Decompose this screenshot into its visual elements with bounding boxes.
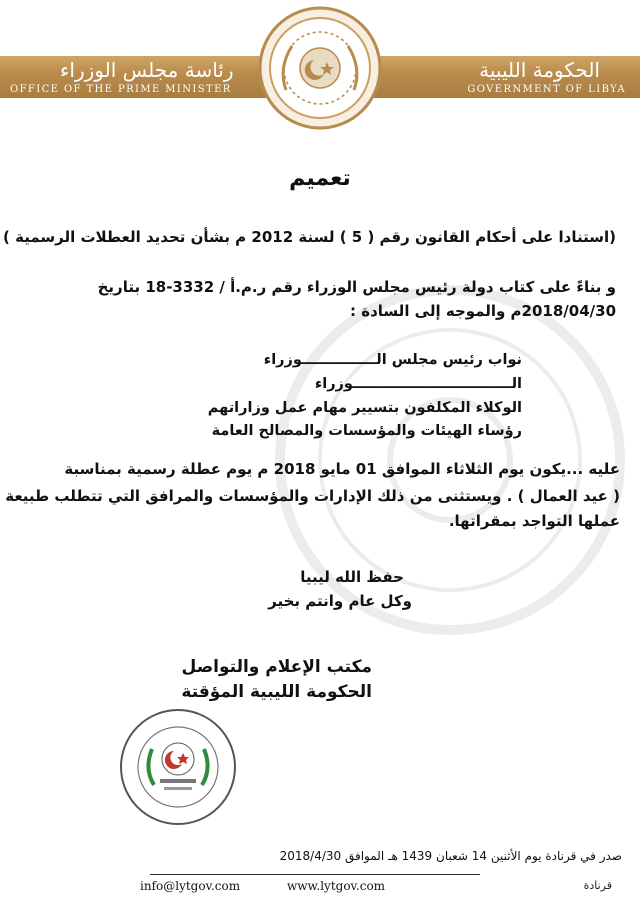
- office-title-ar: رئاسة مجلس الوزراء: [60, 58, 234, 82]
- document-title: تعميم: [289, 166, 351, 191]
- letterhead: [0, 0, 640, 132]
- recipient-item: رؤساء الهيئات والمؤسسات والمصالح العامة: [211, 423, 522, 439]
- footer-divider: [150, 874, 480, 875]
- stamp-emblem-icon: [118, 707, 238, 827]
- signature-office: مكتب الإعلام والتواصل: [181, 657, 372, 677]
- issue-date-line: صدر في قرنادة يوم الأثنين 14 شعبان 1439 هـ الموافق 2018/4/30: [279, 849, 622, 863]
- recipient-item: الوكلاء المكلفون بتسيير مهام عمل وزاراتهم: [207, 400, 522, 416]
- footer-city: قرنادة: [583, 879, 612, 892]
- closing-line-1: حفظ الله ليبيا: [300, 568, 404, 586]
- closing-line-2: وكل عام وانتم بخير: [268, 592, 412, 610]
- government-title-ar: الحكومة الليبية: [479, 58, 600, 82]
- announcement-line-1: عليه ...يكون يوم الثلاثاء الموافق 01 مايو 2018 م يوم عطلة رسمية بمناسبة: [64, 460, 620, 478]
- footer-email[interactable]: info@lytgov.com: [140, 879, 241, 893]
- footer-website[interactable]: www.lytgov.com: [287, 879, 386, 893]
- office-stamp: [118, 707, 238, 827]
- seal-emblem-icon: [258, 6, 382, 130]
- office-title-en: OFFICE OF THE PRIME MINISTER: [10, 84, 232, 95]
- announcement-line-3: عملها التواجد بمقراتها.: [448, 512, 620, 530]
- signature-government: الحكومة الليبية المؤقتة: [181, 682, 372, 702]
- reference-paragraph-line-1: و بناءً على كتاب دولة رئيس مجلس الوزراء رقم ر.م.أ / 3332-18 بتاريخ: [97, 278, 616, 296]
- government-seal: [258, 6, 382, 130]
- government-title-en: GOVERNMENT OF LIBYA: [467, 84, 626, 95]
- reference-paragraph-line-2: 2018/04/30م والموجه إلى السادة :: [350, 302, 616, 320]
- announcement-line-2: ( عيد العمال ) . ويستثنى من ذلك الإدارات والمؤسسات والمرافق التي تتطلب طبيعة: [5, 487, 620, 505]
- recipient-item: نواب رئيس مجلس الـــــــــــــــوزراء: [263, 352, 522, 368]
- document-subject: (استنادا على أحكام القانون رقم ( 5 ) لسنة 2012 م بشأن تحديد العطلات الرسمية ): [3, 228, 616, 246]
- recipient-item: الــــــــــــــــــــــــــــــــوزراء: [314, 376, 522, 392]
